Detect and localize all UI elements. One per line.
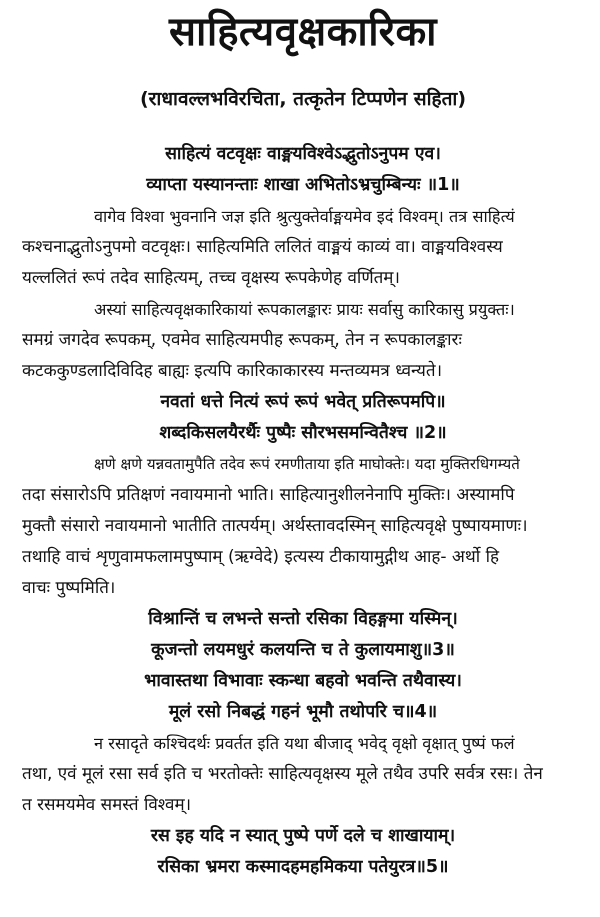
document-page [0, 8, 600, 917]
document-body [22, 139, 584, 883]
verse-line: विश्रान्तिं च लभन्ते सन्तो रसिका विहङ्गमा यस्मिन्। [148, 609, 458, 629]
commentary-line: समग्रं जगदेव रूपकम्, एवमेव साहित्यमपीह रूपकम्, तेन न रूपकालङ्कारः [22, 330, 462, 350]
verse-line: भावास्तथा विभावाः स्कन्धा बहवो भवन्ति तथैवास्य। [144, 671, 462, 691]
page-title: साहित्यवृक्षकारिका [168, 9, 438, 55]
commentary-paragraph [22, 294, 584, 387]
commentary-line: तथाहि वाचं शृणुवामफलामपुष्पाम् (ऋग्वेदे) इत्यस्य टीकायामुद्गीथ आह- अर्थो हि [22, 547, 500, 567]
page-subtitle: (राधावल्लभविरचिता, तत्कृतेन टिप्पणेन सहिता) [139, 88, 467, 110]
commentary-paragraph [22, 201, 584, 294]
commentary-line: वागेव विश्वा भुवनानि जज्ञ इति श्रुत्युक्तेर्वाङ्मयमेव इदं विश्वम्। तत्र साहित्यं [94, 207, 515, 226]
commentary-line: न रसादृते कश्चिदर्थः प्रवर्तत इति यथा बीजाद् भवेद् वृक्षो वृक्षात् पुष्पं फलं [94, 734, 515, 753]
verse-line: नवतां धत्ते नित्यं रूपं रूपं भवेत् प्रतिरूपमपि॥ [160, 392, 446, 412]
verse-line: कूजन्तो लयमधुरं कलयन्ति च ते कुलायमाशु॥3॥ [151, 640, 455, 660]
commentary-line: कश्चनाद्भुतोऽनुपमो वटवृक्षः। साहित्यमिति ललितं वाङ्मयं काव्यं वा। वाङ्मयविश्वस्य [22, 237, 503, 257]
verse-line: व्याप्ता यस्यानन्ताः शाखा अभितोऽभ्रचुम्बिन्यः ॥1॥ [146, 175, 460, 195]
verse-line: शब्दकिसलयैरर्थैः पुष्पैः सौरभसमन्वितैश्च ॥2॥ [159, 423, 447, 443]
commentary-line: क्षणे क्षणे यन्नवतामुपैति तदेव रूपं रमणीताया इति माघोक्तेः। यदा मुक्तिरधिगम्यते [94, 455, 520, 473]
commentary-line: कटककुण्डलादिविदिह बाह्यः इत्यपि कारिकाकारस्य मन्तव्यमत्र ध्वन्यते। [22, 361, 443, 381]
commentary-paragraph [22, 728, 584, 821]
commentary-line: वाचः पुष्पमिति। [22, 578, 116, 598]
commentary-line: अस्यां साहित्यवृक्षकारिकायां रूपकालङ्कारः प्रायः सर्वासु कारिकासु प्रयुक्तः। [94, 300, 515, 319]
verse-line: साहित्यं वटवृक्षः वाङ्मयविश्वेऽद्भुतोऽनुपम एव। [165, 144, 441, 164]
verse-line: मूलं रसो निबद्धं गहनं भूमौ तथोपरि च॥4॥ [168, 702, 438, 722]
commentary-line: मुक्तौ संसारो नवायमानो भातीति तात्पर्यम्। अर्थस्तावदस्मिन् साहित्यवृक्षे पुष्पायमाणः। [22, 516, 528, 536]
verse-line: रस इह यदि न स्यात् पुष्पे पर्णे दले च शाखायाम्। [150, 826, 456, 846]
commentary-line: यल्ललितं रूपं तदेव साहित्यम्, तच्च वृक्षस्य रूपकेणेह वर्णितम्। [22, 268, 400, 288]
commentary-line: तथा, एवं मूलं रसा सर्व इति च भरतोक्तेः साहित्यवृक्षस्य मूले तथैव उपरि सर्वत्र रसः। तेन [22, 764, 543, 784]
commentary-paragraph [22, 449, 584, 604]
verse-line: रसिका भ्रमरा कस्मादहमहमिकया पतेयुरत्र॥5॥ [157, 857, 449, 877]
commentary-line: तदा संसारोऽपि प्रतिक्षणं नवायमानो भाति। साहित्यानुशीलनेनापि मुक्तिः। अस्यामपि [22, 485, 515, 505]
commentary-line: त रसमयमेव समस्तं विश्वम्। [22, 795, 192, 815]
